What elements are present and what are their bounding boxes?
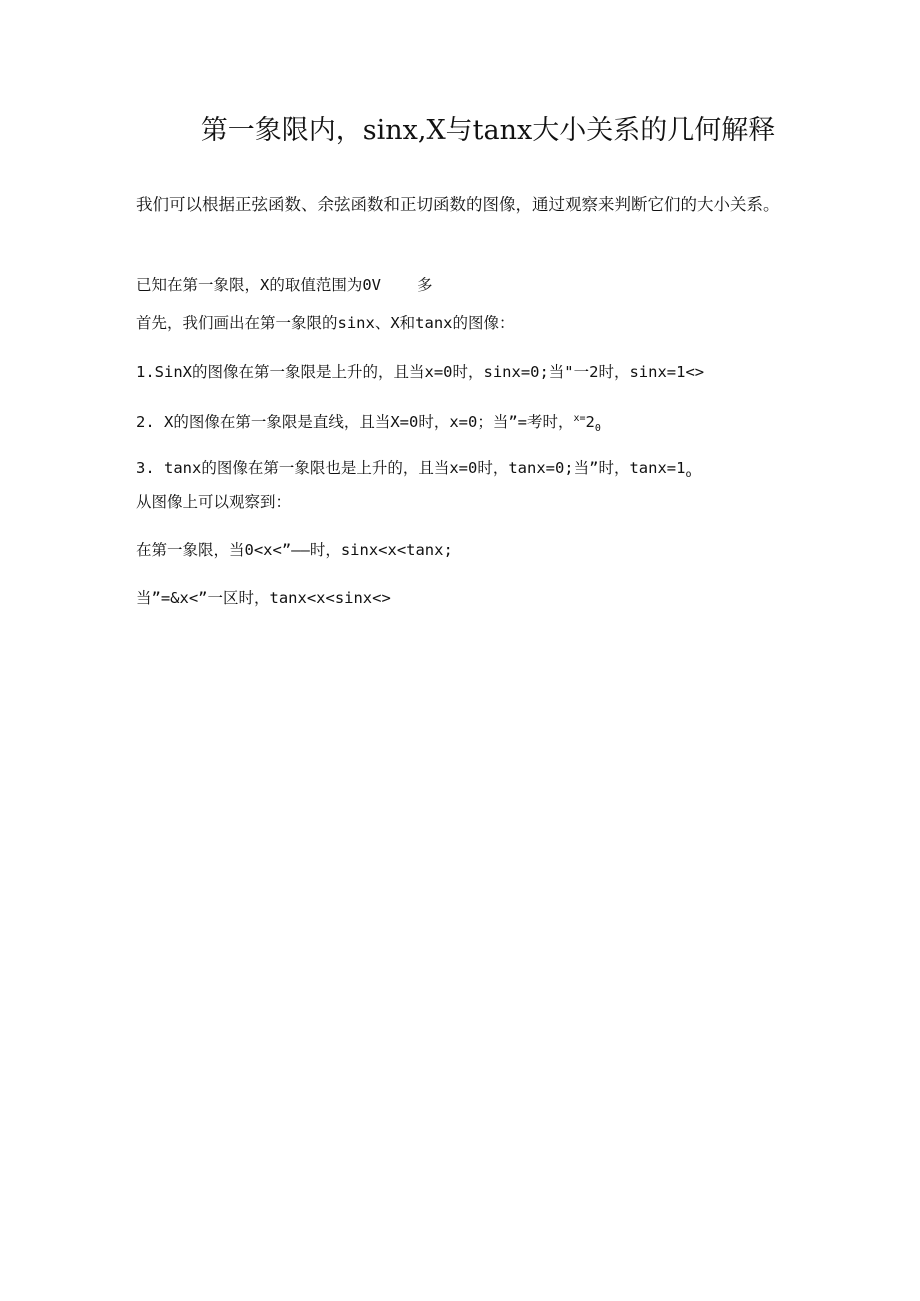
first-line: 首先，我们画出在第一象限的sinx、X和tanx的图像： xyxy=(136,314,515,332)
document-title xyxy=(0,108,920,147)
item-2-x xyxy=(136,410,601,434)
item-2-subscript: 0 xyxy=(594,423,601,435)
title-text: 第一象限内，sinx,X与tanx大小关系的几何解释 xyxy=(200,115,776,146)
item-2-tail: 2 xyxy=(585,413,595,431)
item-2-text: 2. X的图像在第一象限是直线，且当X=0时，x=0；当”=考时， xyxy=(136,413,574,431)
item-3-text: 3. tanx的图像在第一象限也是上升的，且当x=0时，tanx=0;当”时，tanx=1 xyxy=(136,459,686,477)
case-1-line: 在第一象限，当0<x<”——时，sinx<x<tanx; xyxy=(136,541,453,559)
case-2-line: 当”=&x<”一区时，tanx<x<sinx<> xyxy=(136,589,391,607)
known-range-text: 已知在第一象限，X的取值范围为0V xyxy=(136,276,381,294)
known-range-suffix: 多 xyxy=(417,276,433,294)
item-3-tanx xyxy=(136,456,692,480)
known-range-line xyxy=(136,273,433,295)
item-2-superscript: x= xyxy=(573,412,586,424)
item-1-sinx: 1.SinX的图像在第一象限是上升的，且当x=0时，sinx=0;当"一2时，sinx=1<> xyxy=(136,363,705,381)
item-3-subscript: o xyxy=(685,469,692,481)
intro-paragraph: 我们可以根据正弦函数、余弦函数和正切函数的图像，通过观察来判断它们的大小关系。 xyxy=(136,195,780,214)
observe-line: 从图像上可以观察到： xyxy=(136,493,292,511)
